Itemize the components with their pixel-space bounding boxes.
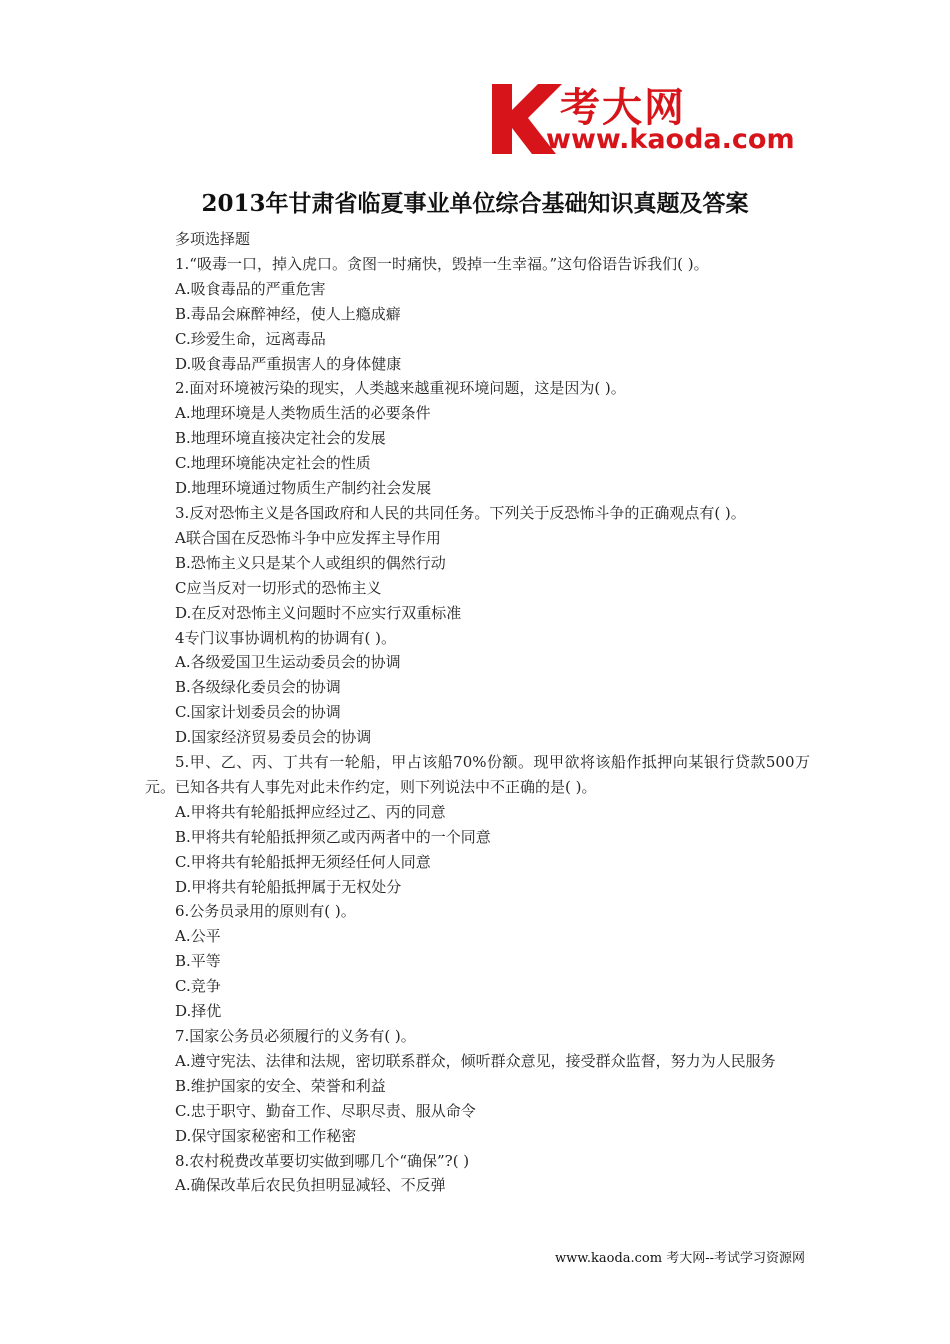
option-line: A.甲将共有轮船抵押应经过乙、丙的同意 — [175, 802, 446, 821]
option-line: B.毒品会麻醉神经，使人上瘾成癖 — [175, 304, 401, 323]
logo-url: www.kaoda.com — [546, 124, 795, 155]
option-line: C.地理环境能决定社会的性质 — [175, 454, 371, 473]
option-line: A.各级爱国卫生运动委员会的协调 — [175, 653, 401, 672]
option-line: C.珍爱生命，远离毒品 — [175, 329, 326, 348]
document-body — [145, 227, 810, 1198]
question-4: 4专门议事协调机构的协调有( )。 — [175, 628, 397, 647]
option-line: D.甲将共有轮船抵押属于无权处分 — [175, 877, 402, 896]
footer-text: www.kaoda.com 考大网--考试学习资源网 — [555, 1251, 805, 1266]
option-line: D.地理环境通过物质生产制约社会发展 — [175, 479, 432, 498]
option-line: C.竞争 — [175, 977, 221, 996]
section-heading: 多项选择题 — [175, 230, 251, 248]
option-line: B.恐怖主义只是某个人或组织的偶然行动 — [175, 553, 446, 572]
option-line: C.甲将共有轮船抵押无须经任何人同意 — [175, 852, 431, 871]
option-line: C应当反对一切形式的恐怖主义 — [175, 578, 382, 597]
option-line: B.维护国家的安全、荣誉和利益 — [175, 1076, 386, 1095]
option-line: C.国家计划委员会的协调 — [175, 703, 341, 722]
option-line: C.忠于职守、勤奋工作、尽职尽责、服从命令 — [175, 1101, 476, 1120]
option-line: A.确保改革后农民负担明显减轻、不反弹 — [175, 1176, 446, 1195]
question-6: 6.公务员录用的原则有( )。 — [175, 902, 356, 921]
question-3: 3.反对恐怖主义是各国政府和人民的共同任务。下列关于反恐怖斗争的正确观点有( )。 — [175, 503, 746, 522]
option-line: B.甲将共有轮船抵押须乙或丙两者中的一个同意 — [175, 827, 491, 846]
option-line: D.国家经济贸易委员会的协调 — [175, 728, 372, 747]
option-line: B.地理环境直接决定社会的发展 — [175, 429, 386, 448]
option-line: D.吸食毒品严重损害人的身体健康 — [175, 354, 402, 373]
question-1: 1.“吸毒一口，掉入虎口。贪图一时痛快，毁掉一生幸福。”这句俗语告诉我们( )。 — [175, 254, 709, 273]
question-2: 2.面对环境被污染的现实，人类越来越重视环境问题，这是因为( )。 — [175, 379, 626, 398]
question-8: 8.农村税费改革要切实做到哪几个“确保”?( ) — [175, 1151, 470, 1170]
option-line: A联合国在反恐怖斗争中应发挥主导作用 — [175, 528, 441, 547]
question-5: 5.甲、乙、丙、丁共有一轮船，甲占该船70%份额。现甲欲将该船作抵押向某银行贷款500万元。已知各共有人事先对此未作约定，则下列说法中不正确的是( )。 — [145, 753, 810, 796]
page-title: 2013年甘肃省临夏事业单位综合基础知识真题及答案 — [201, 190, 749, 217]
option-line: D.择优 — [175, 1002, 222, 1021]
option-line: A.吸食毒品的严重危害 — [175, 279, 326, 298]
option-line: A.地理环境是人类物质生活的必要条件 — [175, 404, 431, 423]
question-7: 7.国家公务员必须履行的义务有( )。 — [175, 1027, 416, 1045]
option-line: A.公平 — [175, 927, 221, 946]
option-line: D.在反对恐怖主义问题时不应实行双重标准 — [175, 603, 462, 622]
option-line: B.平等 — [175, 952, 221, 971]
option-line: B.各级绿化委员会的协调 — [175, 678, 341, 697]
option-line: A.遵守宪法、法律和法规，密切联系群众，倾听群众意见，接受群众监督，努力为人民服务 — [175, 1051, 776, 1070]
kaoda-logo — [488, 80, 818, 160]
logo-name: 考大网 — [560, 85, 686, 131]
option-line: D.保守国家秘密和工作秘密 — [175, 1126, 357, 1145]
